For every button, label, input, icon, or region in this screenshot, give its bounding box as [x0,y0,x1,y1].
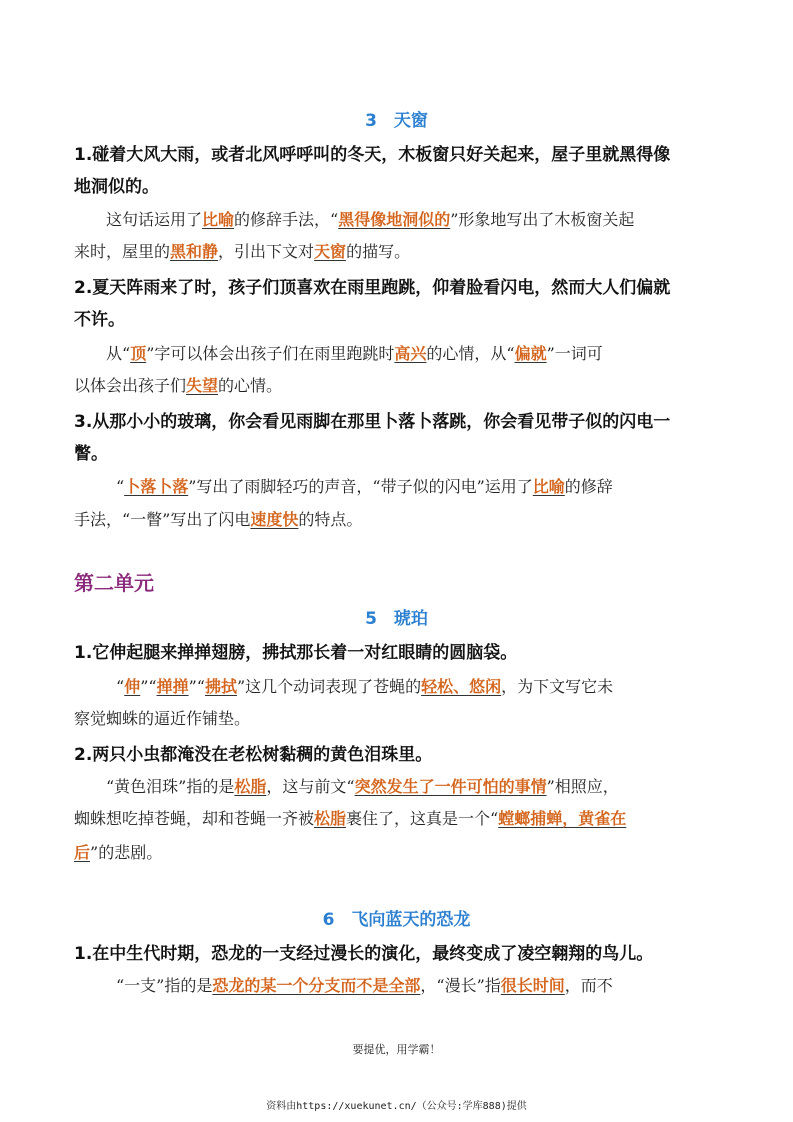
answer-highlight: 拂拭 [204,677,237,696]
answer-highlight: 顶 [130,344,147,363]
page-footer-slogan: 要提优，用学霸！ [352,1043,441,1056]
lesson-3-question-2-line-2: 不许。 [74,310,125,330]
lesson-5-title: 5 琥珀 [365,609,428,629]
lesson-3-question-1-line-1: 1.碰着大风大雨，或者北风呼呼叫的冬天，木板窗只好关起来，屋子里就黑得像 [74,145,671,165]
answer-highlight: 黑和静 [170,242,219,261]
lesson-6-title: 6 飞向蓝天的恐龙 [322,910,471,930]
answer-highlight: 偏就 [514,344,547,363]
lesson-3-answer-3-line-1: “卜落卜落”写出了雨脚轻巧的声音，“带子似的闪电”运用了比喻的修辞 [116,477,613,496]
lesson-3-question-3-line-1: 3.从那小小的玻璃，你会看见雨脚在那里卜落卜落跳，你会看见带子似的闪电一 [74,412,671,432]
page-source-note: 资料由https://xuekunet.cn/（公众号:学库888)提供 [266,1101,527,1112]
lesson-5-answer-1-line-2: 察觉蜘蛛的逼近作铺垫。 [74,709,251,728]
answer-highlight: 高兴 [394,344,427,363]
answer-highlight: 恐龙的某一个分支而不是全部 [212,976,421,995]
answer-highlight: 卜落卜落 [124,477,189,496]
lesson-3-answer-2-line-1: 从“顶”字可以体会出孩子们在雨里跑跳时高兴的心情，从“偏就”一词可 [106,344,603,363]
answer-highlight: 很长时间 [500,976,565,995]
lesson-3-title: 3 天窗 [365,111,428,131]
unit-2-heading: 第二单元 [74,571,154,595]
answer-highlight: 突然发生了一件可怕的事情 [354,777,547,796]
answer-highlight: 松脂 [314,809,347,828]
lesson-6-question-1: 1.在中生代时期，恐龙的一支经过漫长的演化，最终变成了凌空翱翔的鸟儿。 [74,944,654,964]
answer-highlight: 比喻 [532,477,565,496]
answer-highlight: 后 [74,843,91,862]
answer-highlight: 速度快 [250,510,299,529]
lesson-3-question-1-line-2: 地洞似的。 [74,177,159,197]
lesson-3-answer-2-line-2: 以体会出孩子们失望的心情。 [74,376,283,395]
answer-highlight: 失望 [186,376,219,395]
answer-highlight: 轻松、悠闲 [421,677,502,696]
lesson-3-question-2-line-1: 2.夏天阵雨来了时，孩子们顶喜欢在雨里跑跳，仰着脸看闪电，然而大人们偏就 [74,278,671,298]
answer-highlight: 伸 [124,677,141,696]
lesson-5-answer-2-line-2: 蜘蛛想吃掉苍蝇，却和苍蝇一齐被松脂裹住了，这真是一个“螳螂捕蝉，黄雀在 [74,809,627,828]
lesson-5-answer-2-line-3: 后”的悲剧。 [74,843,163,862]
answer-highlight: 螳螂捕蝉，黄雀在 [498,809,627,828]
lesson-5-question-1: 1.它伸起腿来掸掸翅膀，拂拭那长着一对红眼睛的圆脑袋。 [74,643,518,663]
lesson-6-answer-1-line-1: “一支”指的是恐龙的某一个分支而不是全部，“漫长”指很长时间，而不 [116,976,613,995]
lesson-3-answer-1-line-1: 这句话运用了比喻的修辞手法，“黑得像地洞似的”形象地写出了木板窗关起 [106,210,635,229]
lesson-5-answer-2-line-1: “黄色泪珠”指的是松脂，这与前文“突然发生了一件可怕的事情”相照应， [106,777,619,796]
answer-highlight: 掸掸 [156,677,189,696]
lesson-3-question-3-line-2: 瞥。 [74,444,108,464]
lesson-3-answer-3-line-2: 手法，“一瞥”写出了闪电速度快的特点。 [74,510,363,529]
answer-highlight: 天窗 [314,242,347,261]
answer-highlight: 松脂 [234,777,267,796]
answer-highlight: 黑得像地洞似的 [338,210,451,229]
lesson-3-answer-1-line-2: 来时，屋里的黑和静，引出下文对天窗的描写。 [74,242,411,261]
lesson-5-question-2: 2.两只小虫都淹没在老松树黏稠的黄色泪珠里。 [74,745,433,765]
lesson-5-answer-1-line-1: “伸”“掸掸”“拂拭”这几个动词表现了苍蝇的轻松、悠闲，为下文写它未 [116,677,614,696]
answer-highlight: 比喻 [202,210,235,229]
